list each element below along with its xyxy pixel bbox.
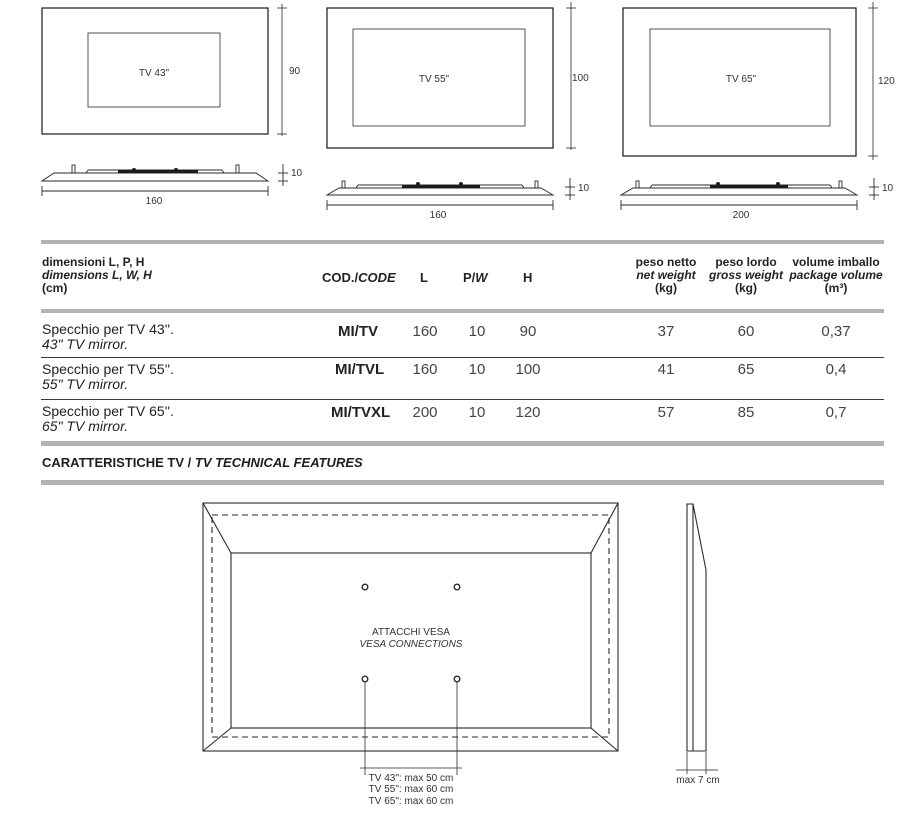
depth-note: max 7 cm bbox=[676, 775, 720, 786]
product-drawings bbox=[0, 0, 916, 235]
row-l: 200 bbox=[412, 404, 438, 421]
height-43: 90 bbox=[289, 66, 301, 77]
gross-weight-header: peso lordo gross weight (kg) bbox=[708, 255, 783, 295]
row-h: 120 bbox=[515, 404, 541, 421]
row-code: MI/TV bbox=[338, 323, 378, 340]
width-55: 160 bbox=[429, 210, 447, 221]
row-divider bbox=[41, 357, 884, 358]
features-rule bbox=[41, 480, 884, 485]
row-code: MI/TVL bbox=[335, 361, 385, 378]
table-bottom-rule bbox=[41, 441, 884, 446]
height-55: 100 bbox=[572, 73, 589, 84]
row-net: 57 bbox=[657, 404, 675, 421]
pw-header: P/W bbox=[463, 270, 488, 285]
table-top-rule bbox=[41, 240, 884, 244]
dims-header: dimensioni L, P, H dimensions L, W, H (cm) bbox=[42, 255, 152, 295]
row-gross: 60 bbox=[737, 323, 755, 340]
row-vol: 0,4 bbox=[825, 361, 847, 378]
width-65: 200 bbox=[732, 210, 750, 221]
h-header: H bbox=[523, 270, 533, 285]
row-l: 160 bbox=[412, 323, 438, 340]
depth-65: 10 bbox=[882, 183, 894, 194]
row-l: 160 bbox=[412, 361, 438, 378]
row-h: 100 bbox=[515, 361, 541, 378]
row-gross: 65 bbox=[737, 361, 755, 378]
row-p: 10 bbox=[468, 361, 486, 378]
vesa-label-en: VESA CONNECTIONS bbox=[359, 639, 463, 650]
code-header: COD./CODE bbox=[322, 270, 396, 285]
row-net: 41 bbox=[657, 361, 675, 378]
row-code: MI/TVXL bbox=[331, 404, 391, 421]
net-weight-header: peso netto net weight (kg) bbox=[635, 255, 697, 295]
tv-65-label: TV 65" bbox=[725, 74, 757, 85]
row-vol: 0,37 bbox=[821, 323, 851, 340]
features-title: CARATTERISTICHE TV / TV TECHNICAL FEATURES bbox=[42, 455, 363, 470]
vesa-note: TV 43": max 50 cm bbox=[368, 773, 454, 784]
row-h: 90 bbox=[519, 323, 537, 340]
height-65: 120 bbox=[878, 76, 895, 87]
row-p: 10 bbox=[468, 404, 486, 421]
row-p: 10 bbox=[468, 323, 486, 340]
row-gross: 85 bbox=[737, 404, 755, 421]
tv-43-label: TV 43" bbox=[138, 68, 170, 79]
volume-header: volume imballo package volume (m³) bbox=[789, 255, 883, 295]
depth-43: 10 bbox=[291, 168, 303, 179]
table-row-desc: Specchio per TV 65''. 65" TV mirror. bbox=[42, 403, 174, 434]
depth-55: 10 bbox=[578, 183, 590, 194]
l-header: L bbox=[420, 270, 428, 285]
width-43: 160 bbox=[145, 196, 163, 207]
table-row-desc: Specchio per TV 55''. 55" TV mirror. bbox=[42, 361, 174, 392]
row-vol: 0,7 bbox=[825, 404, 847, 421]
header-bottom-rule bbox=[41, 309, 884, 313]
tv-55-label: TV 55" bbox=[418, 74, 450, 85]
row-net: 37 bbox=[657, 323, 675, 340]
vesa-drawing bbox=[0, 490, 916, 823]
table-row-desc: Specchio per TV 43''. 43" TV mirror. bbox=[42, 321, 174, 352]
vesa-note: TV 55": max 60 cm bbox=[368, 784, 454, 795]
vesa-label: ATTACCHI VESA bbox=[372, 627, 450, 638]
row-divider bbox=[41, 399, 884, 400]
vesa-note: TV 65": max 60 cm bbox=[368, 796, 454, 807]
